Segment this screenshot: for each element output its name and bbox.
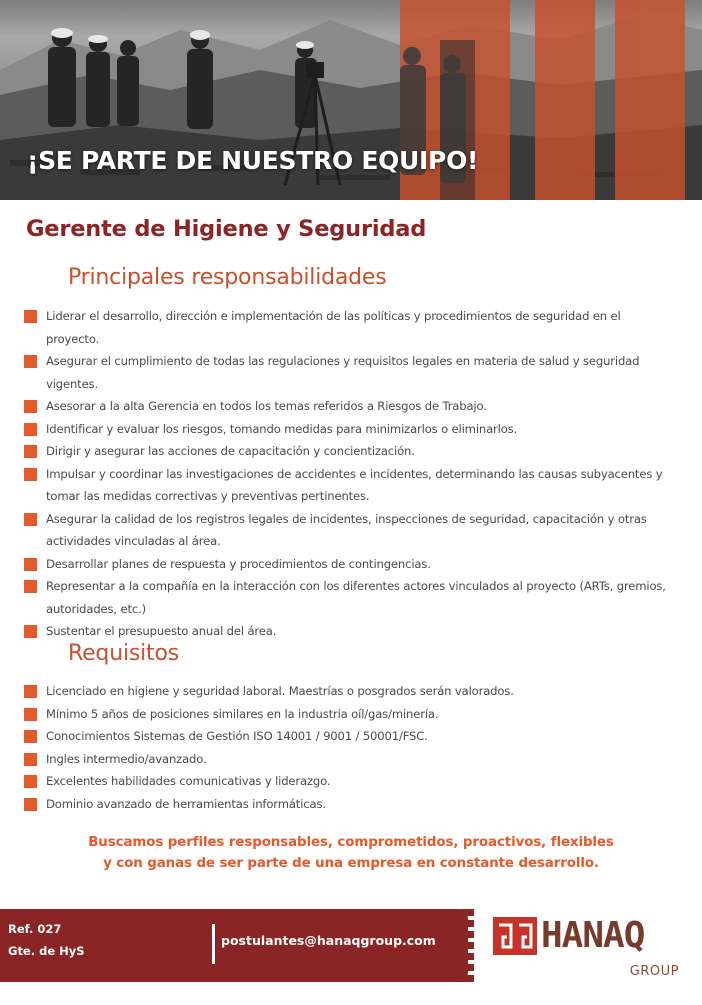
list-item: Mínimo 5 años de posiciones similares en la industria oíl/gas/minería.	[24, 703, 674, 726]
list-item: Asegurar el cumplimiento de todas las regulaciones y requisitos legales en materia de salud y seguridad vigentes.	[24, 350, 674, 395]
hero-title: ¡SE PARTE DE NUESTRO EQUIPO!	[27, 146, 479, 175]
square-bullet-icon	[24, 513, 37, 526]
closing-line-1: Buscamos perfiles responsables, comprometidos, proactivos, flexibles	[88, 835, 614, 850]
requirements-list	[24, 680, 674, 815]
list-item: Conocimientos Sistemas de Gestión ISO 14001 / 9001 / 50001/FSC.	[24, 725, 674, 748]
square-bullet-icon	[24, 445, 37, 458]
square-bullet-icon	[24, 708, 37, 721]
logo-subtitle: GROUP	[629, 964, 679, 979]
responsibilities-heading: Principales responsabilidades	[68, 265, 387, 290]
list-item: Excelentes habilidades comunicativas y liderazgo.	[24, 770, 674, 793]
list-item: Dirigir y asegurar las acciones de capacitación y concientización.	[24, 440, 674, 463]
square-bullet-icon	[24, 355, 37, 368]
list-item: Asesorar a la alta Gerencia en todos los temas referidos a Riesgos de Trabajo.	[24, 395, 674, 418]
list-item: Identificar y evaluar los riesgos, tomando medidas para minimizarlos o eliminarlos.	[24, 418, 674, 441]
list-item: Sustentar el presupuesto anual del área.	[24, 620, 674, 643]
company-logo	[493, 914, 683, 986]
list-item: Licenciado en higiene y seguridad laboral. Maestrías o posgrados serán valorados.	[24, 680, 674, 703]
square-bullet-icon	[24, 730, 37, 743]
requirements-heading: Requisitos	[68, 641, 179, 666]
square-bullet-icon	[24, 468, 37, 481]
footer-divider	[212, 924, 215, 964]
job-title: Gerente de Higiene y Seguridad	[26, 216, 427, 242]
hero-banner	[0, 0, 702, 200]
contact-email-link[interactable]: postulantes@hanaqgroup.com	[221, 933, 436, 948]
square-bullet-icon	[24, 310, 37, 323]
responsibilities-list	[24, 305, 674, 643]
square-bullet-icon	[24, 580, 37, 593]
list-item: Ingles intermedio/avanzado.	[24, 748, 674, 771]
list-item: Dominio avanzado de herramientas informáticas.	[24, 793, 674, 816]
square-bullet-icon	[24, 558, 37, 571]
list-item: Impulsar y coordinar las investigaciones de accidentes e incidentes, determinando las causas subyacentes y tomar las medidas correctivas y preventivas pertinentes.	[24, 463, 674, 508]
reference-position: Gte. de HyS	[8, 944, 85, 958]
closing-line-2: y con ganas de ser parte de una empresa en constante desarrollo.	[103, 855, 599, 871]
square-bullet-icon	[24, 685, 37, 698]
list-item: Asegurar la calidad de los registros legales de incidentes, inspecciones de seguridad, capacitación y otras actividades vinculadas al área.	[24, 508, 674, 553]
square-bullet-icon	[24, 798, 37, 811]
logo-wordmark: HANAQ	[541, 915, 645, 956]
square-bullet-icon	[24, 625, 37, 638]
square-bullet-icon	[24, 423, 37, 436]
list-item: Desarrollar planes de respuesta y procedimientos de contingencias.	[24, 553, 674, 576]
closing-statement	[0, 833, 702, 874]
square-bullet-icon	[24, 775, 37, 788]
square-bullet-icon	[24, 400, 37, 413]
hanaq-logo-mark-icon	[493, 917, 537, 955]
reference-block	[8, 918, 85, 962]
list-item: Representar a la compañía en la interacción con los diferentes actores vinculados al proyecto (ARTs, gremios, autoridades, etc.)	[24, 575, 674, 620]
list-item: Liderar el desarrollo, dirección e implementación de las políticas y procedimientos de seguridad en el proyecto.	[24, 305, 674, 350]
square-bullet-icon	[24, 753, 37, 766]
reference-number: Ref. 027	[8, 922, 62, 936]
